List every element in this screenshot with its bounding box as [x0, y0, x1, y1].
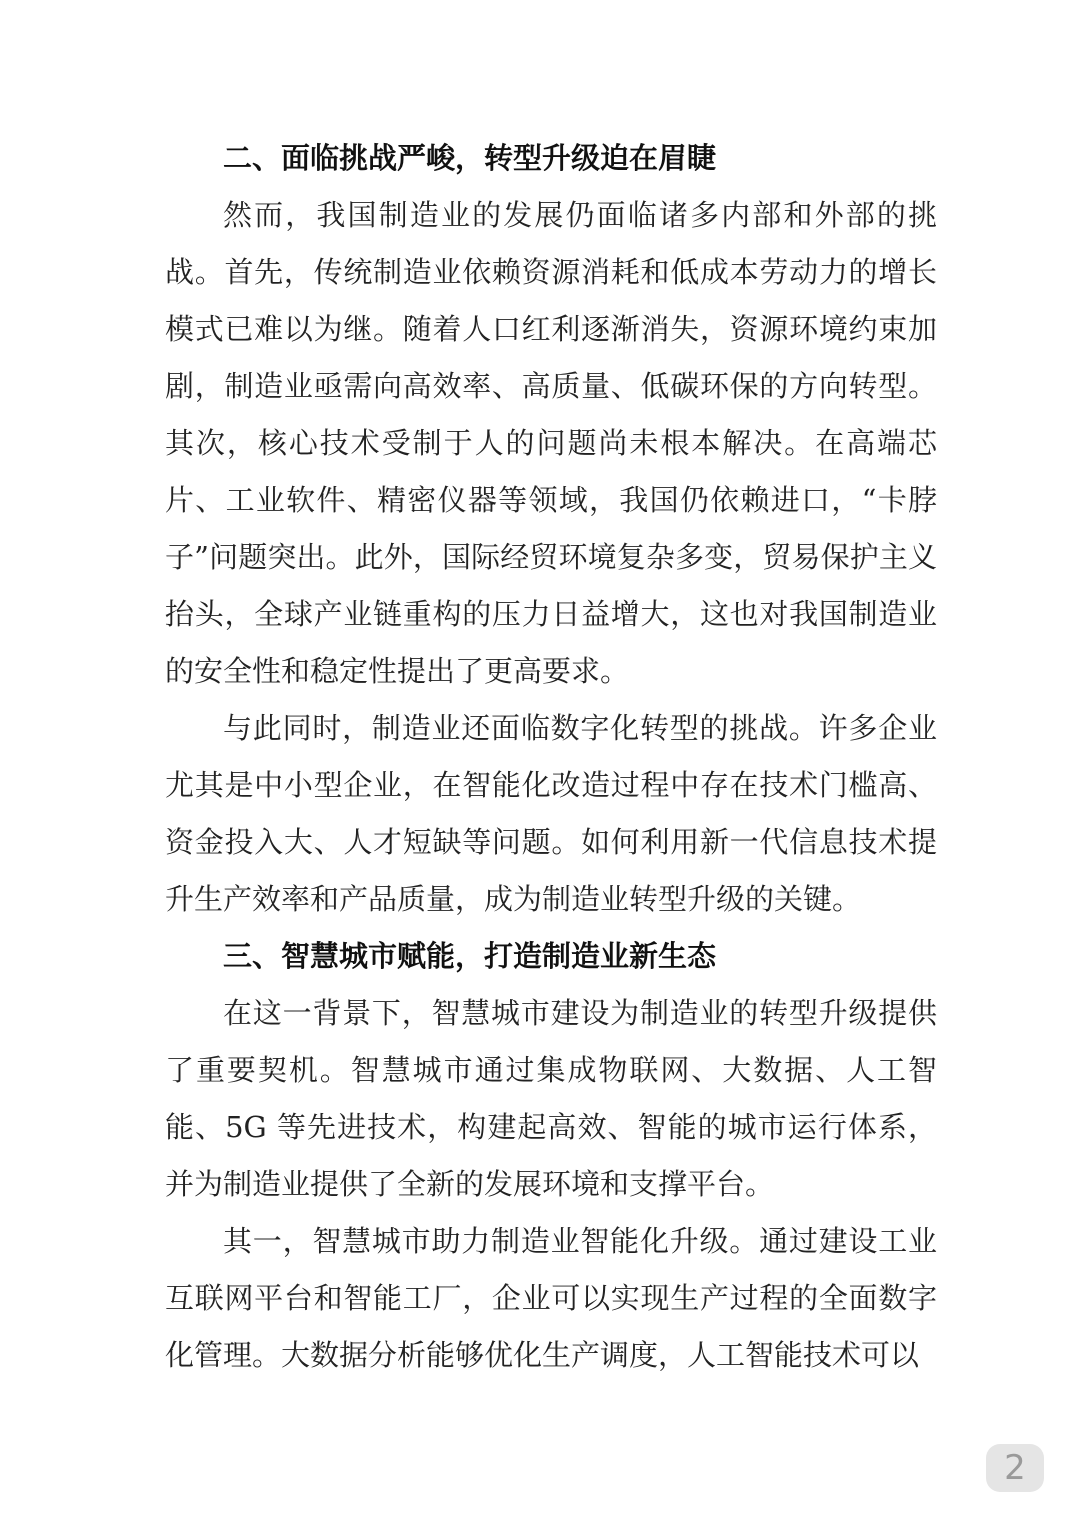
page-number-badge: 2 [986, 1444, 1044, 1492]
paragraph-smart-city-opportunity: 在这一背景下，智慧城市建设为制造业的转型升级提供了重要契机。智慧城市通过集成物联网、大数据、人工智能、5G 等先进技术，构建起高效、智能的城市运行体系，并为制造业提供了全新的发展环境和支撑平台。 [165, 996, 937, 1201]
paragraph-digital-transformation: 与此同时，制造业还面临数字化转型的挑战。许多企业尤其是中小型企业，在智能化改造过程中存在技术门槛高、资金投入大、人才短缺等问题。如何利用新一代信息技术提升生产效率和产品质量，成为制造业转型升级的关键。 [165, 711, 937, 916]
paragraph-challenges: 然而，我国制造业的发展仍面临诸多内部和外部的挑战。首先，传统制造业依赖资源消耗和低成本劳动力的增长模式已难以为继。随着人口红利逐渐消失，资源环境约束加剧，制造业亟需向高效率、高质量、低碳环保的方向转型。其次，核心技术受制于人的问题尚未根本解决。在高端芯片、工业软件、精密仪器等领域，我国仍依赖进口，“卡脖子”问题突出。此外，国际经贸环境复杂多变，贸易保护主义抬头，全球产业链重构的压力日益增大，这也对我国制造业的安全性和稳定性提出了更高要求。 [165, 198, 937, 688]
paragraph-smart-manufacturing: 其一，智慧城市助力制造业智能化升级。通过建设工业互联网平台和智能工厂，企业可以实现生产过程的全面数字化管理。大数据分析能够优化生产调度，人工智能技术可以 [165, 1224, 937, 1372]
section-heading-smart-city: 三、智慧城市赋能，打造制造业新生态 [223, 939, 717, 973]
section-heading-challenges: 二、面临挑战严峻，转型升级迫在眉睫 [223, 141, 717, 175]
document-body [165, 130, 937, 1384]
